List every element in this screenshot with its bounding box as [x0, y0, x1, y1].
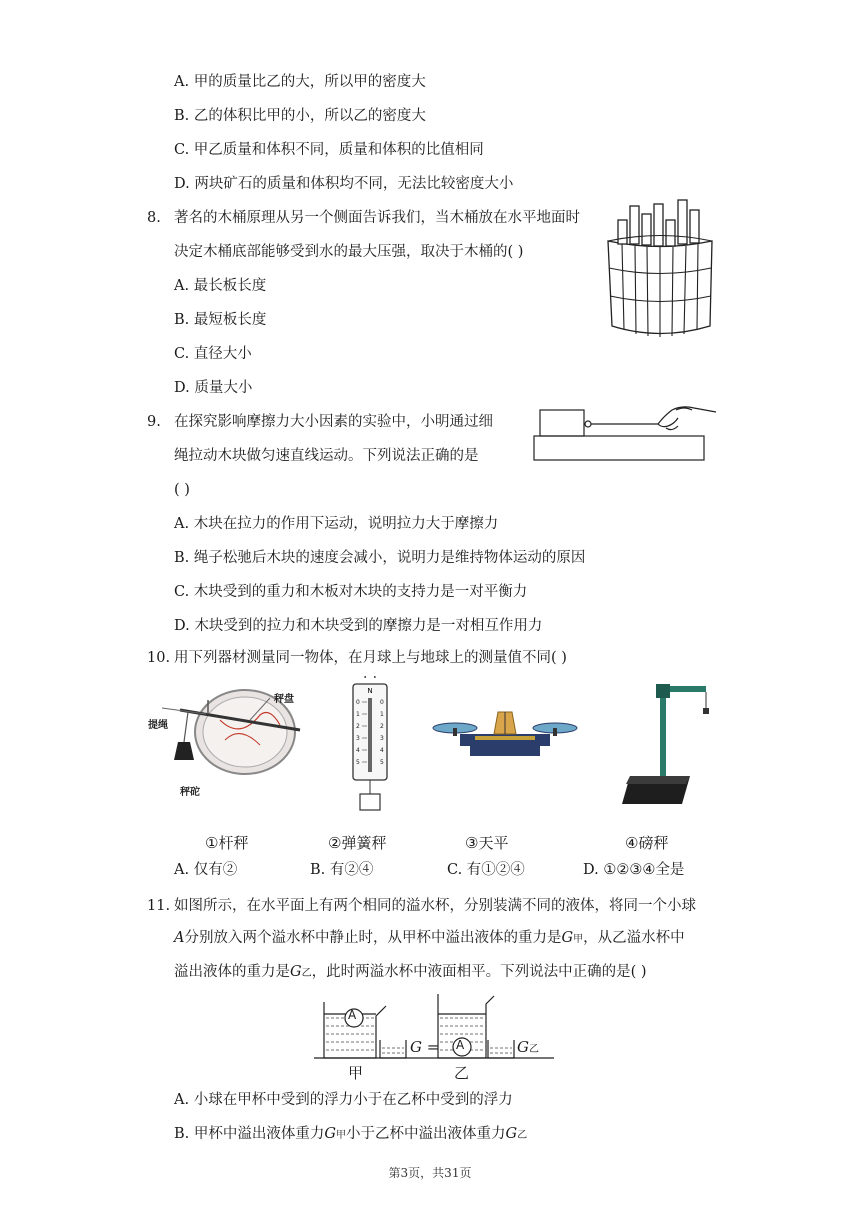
g-label-right	[517, 1038, 539, 1056]
q11-number: 11.	[147, 898, 171, 914]
q11-line-3	[174, 962, 647, 984]
q7-option-d: D. 两块矿石的质量和体积均不同，无法比较密度大小	[174, 176, 514, 192]
svg-text:N: N	[367, 687, 373, 695]
spring-scale-image	[345, 676, 395, 816]
caption-platform-scale: ④磅秤	[625, 834, 669, 852]
svg-text:4: 4	[380, 747, 384, 754]
q7-option-b: B. 乙的体积比甲的小，所以乙的密度大	[174, 108, 426, 124]
svg-text:1: 1	[380, 711, 384, 718]
svg-text:5: 5	[356, 759, 360, 766]
balance-image	[430, 706, 580, 766]
q11-line-3-post: ，此时两溢水杯中液面相平。下列说法中正确的是( )	[311, 964, 647, 980]
g-sub-b-jia: 甲	[335, 1130, 346, 1141]
q8-line-1: 著名的木桶原理从另一个侧面告诉我们，当木桶放在水平地面时	[174, 210, 580, 226]
svg-text:0: 0	[356, 699, 360, 706]
q8-option-b: B. 最短板长度	[174, 312, 267, 328]
q11-option-b	[174, 1124, 527, 1146]
g-symbol-b-jia: G	[324, 1126, 336, 1142]
q8-option-a: A. 最长板长度	[174, 278, 267, 294]
q9-line-2: 绳拉动木块做匀速直线运动。下列说法正确的是	[174, 448, 479, 464]
q9-option-d: D. 木块受到的拉力和木块受到的摩擦力是一对相互作用力	[174, 618, 543, 634]
q8-line-2: 决定木桶底部能够受到水的最大压强，取决于木桶的( )	[174, 244, 524, 260]
svg-text:2: 2	[380, 723, 384, 730]
equals-sign: =	[426, 1038, 440, 1056]
label-chengpan: 秤盘	[274, 694, 294, 705]
g-right-sub: 乙	[528, 1044, 539, 1055]
page-footer: 第3页，共31页	[388, 1166, 472, 1180]
label-chengtuo: 秤砣	[180, 787, 200, 798]
q10-option-b: B. 有②④	[310, 862, 374, 878]
caption-steelyard: ①杆秤	[205, 834, 249, 852]
ball-symbol: A	[174, 930, 185, 946]
q9-line-1: 在探究影响摩擦力大小因素的实验中，小明通过细	[174, 414, 493, 430]
svg-text:5: 5	[380, 759, 384, 766]
wooden-barrel-figure	[600, 196, 720, 346]
q9-number: 9.	[147, 414, 161, 430]
g-sub-yi: 乙	[301, 968, 312, 979]
q8-number: 8.	[147, 210, 161, 226]
g-right-symbol: G	[517, 1038, 529, 1056]
q7-option-a: A. 甲的质量比乙的大，所以甲的密度大	[174, 74, 426, 90]
friction-experiment-figure	[530, 402, 720, 464]
ball-label-yi: A	[456, 1038, 465, 1052]
q9-option-b: B. 绳子松驰后木块的速度会减小，说明力是维持物体运动的原因	[174, 550, 586, 566]
q10-option-d: D. ①②③④全是	[583, 862, 685, 878]
caption-spring-scale: ②弹簧秤	[328, 834, 387, 852]
g-label-left	[410, 1038, 439, 1056]
q10-option-a: A. 仅有②	[174, 862, 238, 878]
q10-option-c: C. 有①②④	[447, 862, 525, 878]
q11-line-1: 如图所示，在水平面上有两个相同的溢水杯，分别装满不同的液体，将同一个小球	[174, 898, 696, 914]
q10-line: 用下列器材测量同一物体，在月球上与地球上的测量值不同( )	[174, 650, 567, 666]
q11-option-b-mid: 小于乙杯中溢出液体重力	[345, 1126, 506, 1142]
q7-option-c: C. 甲乙质量和体积不同，质量和体积的比值相同	[174, 142, 484, 158]
svg-text:3: 3	[356, 735, 360, 742]
q9-line-3: ( )	[174, 482, 190, 498]
q11-line-3-pre: 溢出液体的重力是	[174, 964, 290, 980]
g-symbol-jia: G	[561, 930, 574, 946]
q11-line-2-post: ，从乙溢水杯中	[583, 930, 685, 946]
q11-option-a: A. 小球在甲杯中受到的浮力小于在乙杯中受到的浮力	[174, 1092, 513, 1108]
g-symbol-b-yi: G	[505, 1126, 518, 1142]
g-sub-jia: 甲	[573, 934, 584, 945]
platform-scale-image	[620, 680, 720, 806]
svg-text:1: 1	[356, 711, 360, 718]
q8-option-c: C. 直径大小	[174, 346, 252, 362]
q9-option-a: A. 木块在拉力的作用下运动，说明拉力大于摩擦力	[174, 516, 499, 532]
cup-label-yi: 乙	[454, 1064, 470, 1082]
caption-balance: ③天平	[465, 834, 509, 852]
q8-option-d: D. 质量大小	[174, 380, 253, 396]
svg-text:0: 0	[380, 699, 384, 706]
svg-text:2: 2	[356, 723, 360, 730]
g-sub-b-yi: 乙	[517, 1130, 528, 1141]
cup-label-jia: 甲	[348, 1064, 364, 1082]
q11-line-2	[174, 928, 685, 950]
q9-option-c: C. 木块受到的重力和木板对木块的支持力是一对平衡力	[174, 584, 528, 600]
ball-label-jia: A	[348, 1008, 357, 1022]
svg-text:4: 4	[356, 747, 360, 754]
q11-option-b-pre: B. 甲杯中溢出液体重力	[174, 1126, 325, 1142]
g-left-symbol: G	[410, 1038, 422, 1056]
svg-text:3: 3	[380, 735, 384, 742]
label-tishen: 提绳	[148, 720, 168, 731]
q11-line-2-mid: 分别放入两个溢水杯中静止时，从甲杯中溢出液体的重力是	[184, 930, 562, 946]
q10-number: 10.	[147, 650, 171, 666]
g-symbol-yi: G	[290, 964, 302, 980]
